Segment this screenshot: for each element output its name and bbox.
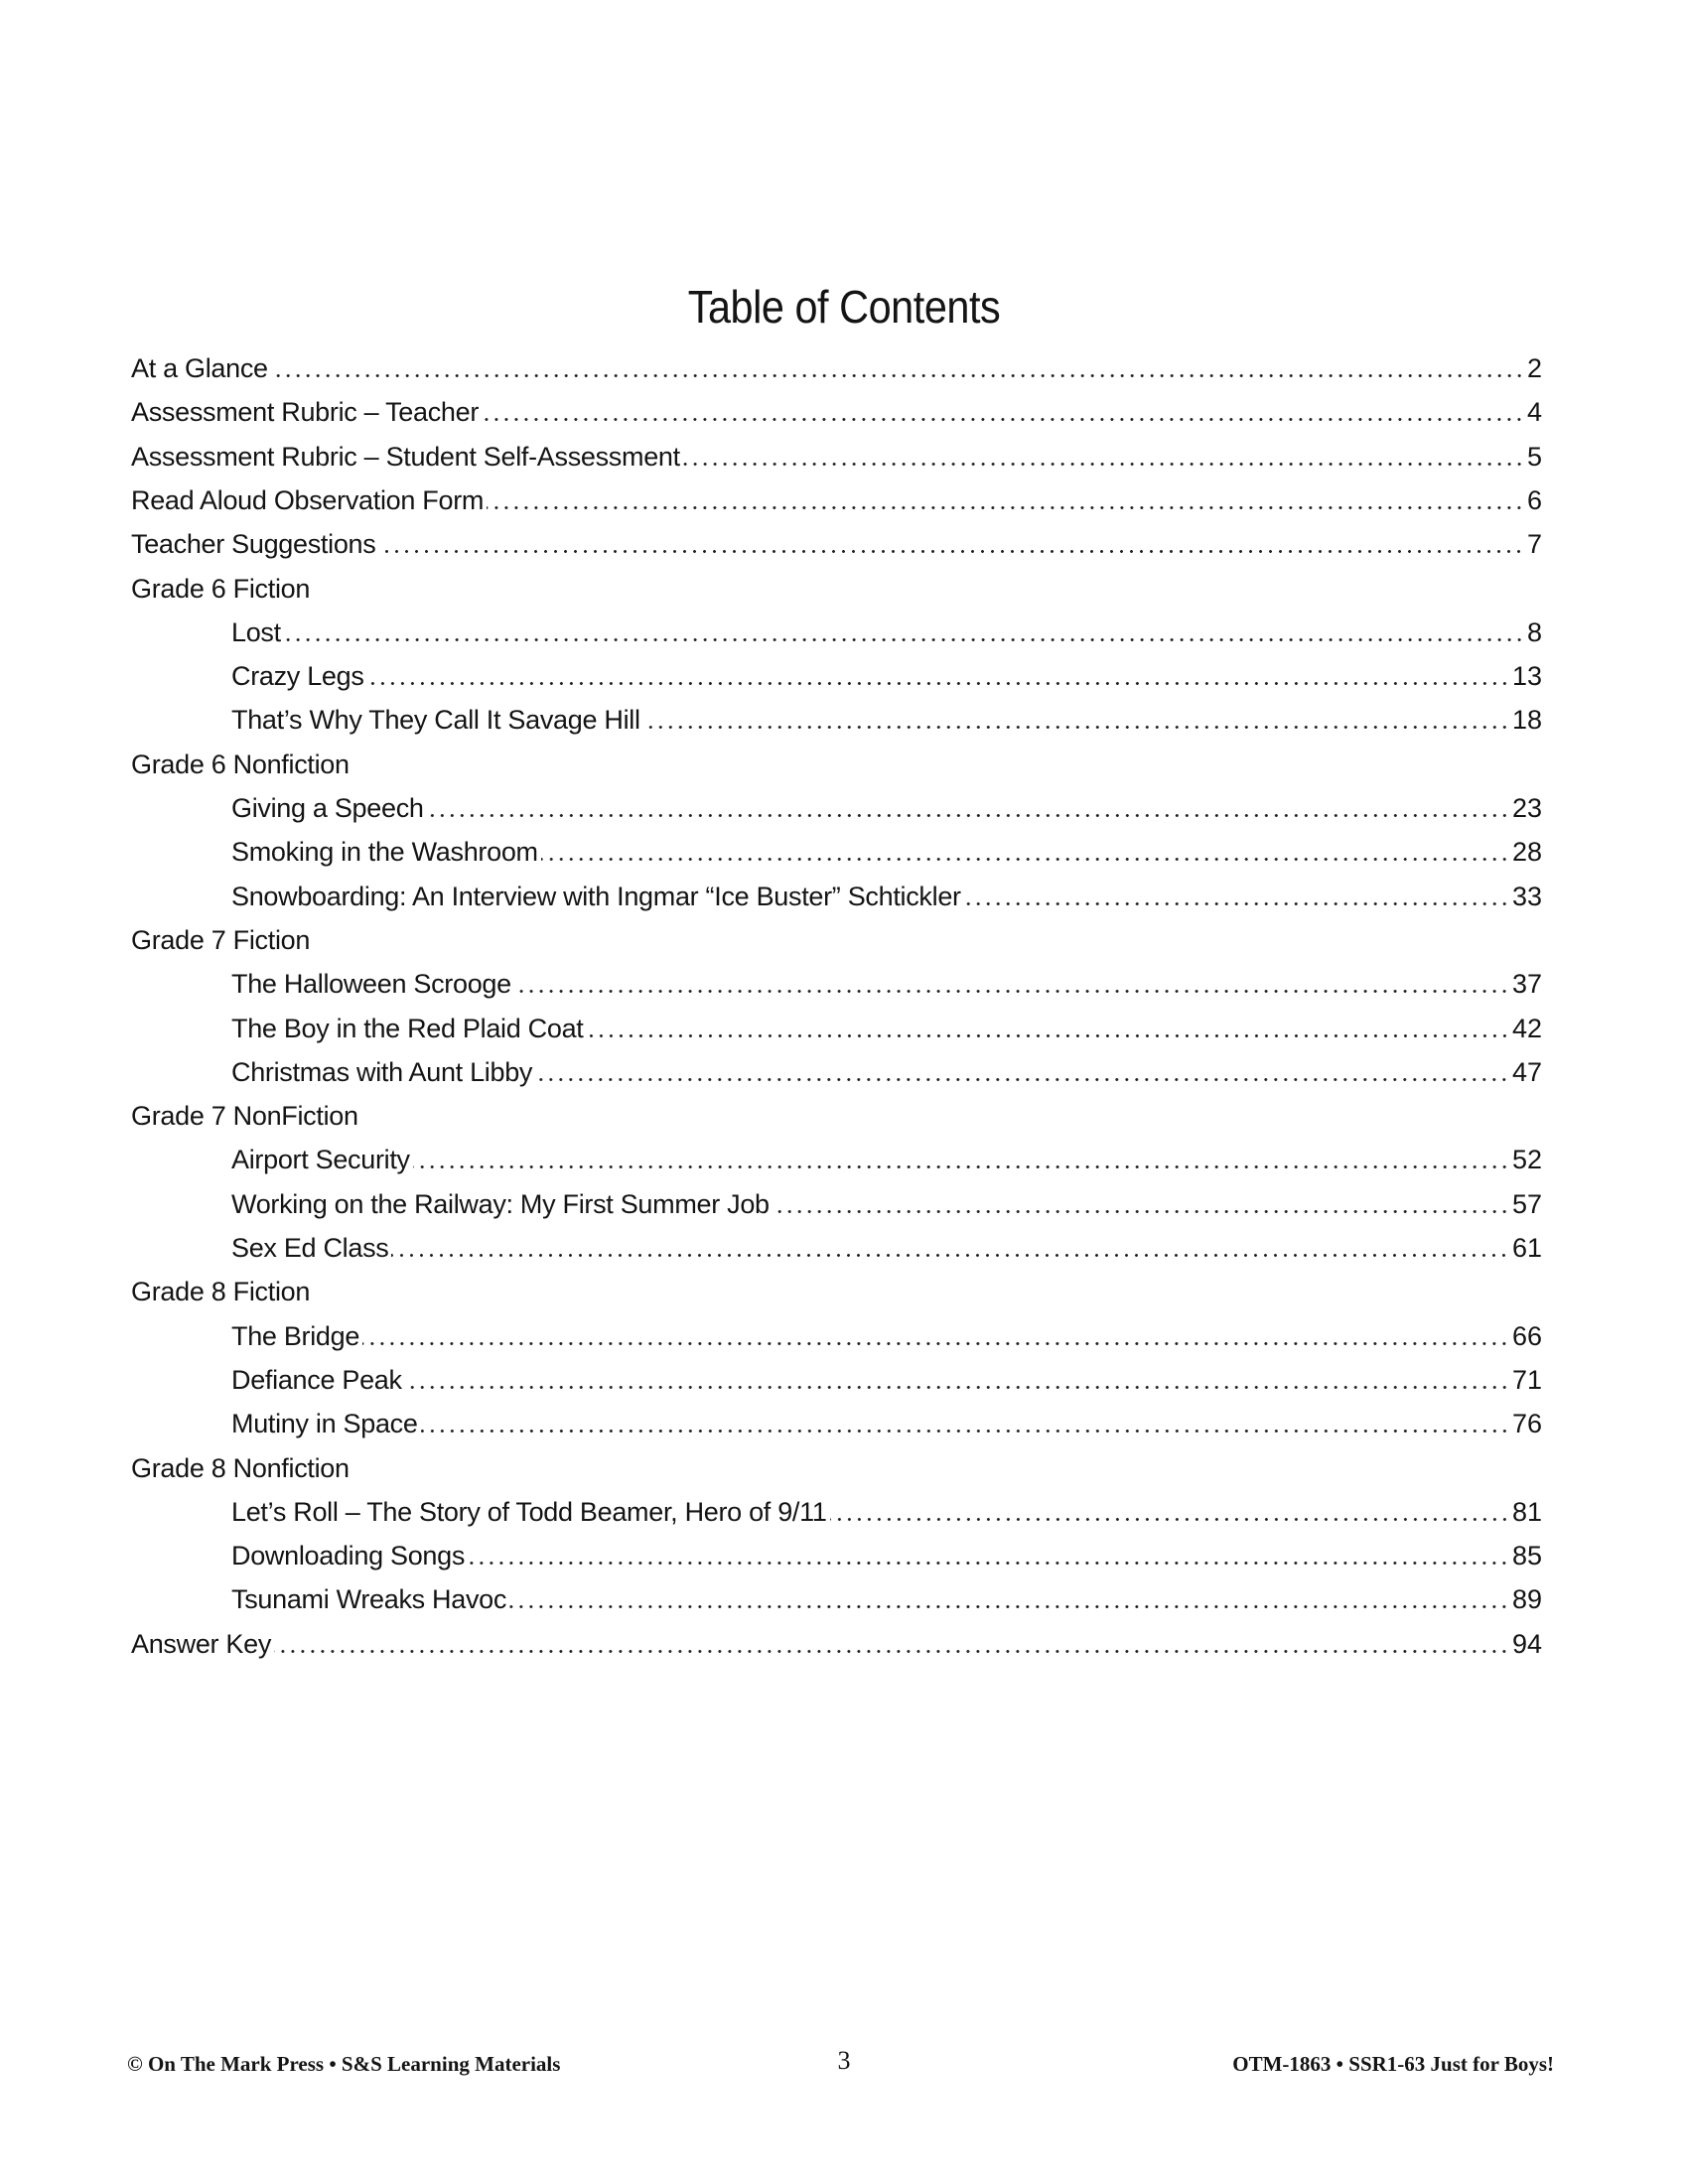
toc-entry-label: Defiance Peak — [231, 1364, 402, 1395]
dot-leader — [830, 1496, 1509, 1528]
toc-entry-sex-ed-class[interactable] — [231, 1224, 1542, 1264]
toc-entry-let-s-roll-the-story-of-todd-beamer-hero-of-9-11[interactable] — [231, 1488, 1542, 1528]
dot-leader — [683, 441, 1524, 473]
toc-entry-page-number: 76 — [1511, 1409, 1542, 1439]
toc-entry-label: Giving a Speech — [231, 793, 424, 823]
toc-entry-page-number: 94 — [1511, 1628, 1542, 1659]
toc-entry-page-number: 13 — [1511, 661, 1542, 692]
toc-entry-label: Grade 7 NonFiction — [131, 1101, 358, 1132]
toc-entry-label: Tsunami Wreaks Havoc — [231, 1584, 507, 1615]
toc-entry-snowboarding-an-interview-with-ingmar-ice-buster-schtickler[interactable] — [231, 873, 1542, 912]
toc-entry-label: Teacher Suggestions — [131, 529, 376, 560]
toc-entry-page-number: 23 — [1511, 793, 1542, 823]
toc-section-grade-8-fiction — [131, 1268, 1542, 1307]
toc-section-grade-8-nonfiction — [131, 1444, 1542, 1484]
dot-leader — [421, 1408, 1509, 1439]
toc-entry-label: Mutiny in Space — [231, 1409, 418, 1439]
toc-entry-the-bridge[interactable] — [231, 1312, 1542, 1352]
toc-entry-that-s-why-they-call-it-savage-hill[interactable] — [231, 696, 1542, 736]
toc-section-grade-6-nonfiction — [131, 741, 1542, 780]
toc-entry-label: Working on the Railway: My First Summer Job — [231, 1188, 770, 1219]
toc-entry-label: That’s Why They Call It Savage Hill — [231, 705, 640, 736]
toc-entry-lost[interactable] — [231, 609, 1542, 648]
toc-entry-working-on-the-railway-my-first-summer-job[interactable] — [231, 1180, 1542, 1220]
dot-leader — [413, 1144, 1509, 1175]
toc-entry-label: Grade 8 Fiction — [131, 1277, 311, 1307]
toc-entry-page-number: 37 — [1511, 969, 1542, 1000]
dot-leader — [482, 396, 1524, 428]
toc-entry-page-number: 6 — [1526, 484, 1542, 515]
toc-entry-the-boy-in-the-red-plaid-coat[interactable] — [231, 1005, 1542, 1044]
toc-entry-smoking-in-the-washroom[interactable] — [231, 828, 1542, 868]
toc-entry-label: Grade 8 Nonfiction — [131, 1452, 350, 1483]
dot-leader — [535, 1056, 1509, 1088]
toc-entry-page-number: 89 — [1511, 1584, 1542, 1615]
toc-entry-page-number: 57 — [1511, 1188, 1542, 1219]
toc-entry-page-number: 61 — [1511, 1233, 1542, 1263]
toc-entry-page-number: 42 — [1511, 1013, 1542, 1043]
dot-leader — [271, 352, 1524, 384]
dot-leader — [405, 1364, 1509, 1396]
toc-entry-read-aloud-observation-form[interactable] — [131, 477, 1542, 516]
dot-leader — [773, 1188, 1509, 1220]
toc-entry-label: Lost — [231, 616, 281, 647]
dot-leader — [964, 881, 1509, 912]
toc-entry-page-number: 33 — [1511, 881, 1542, 911]
toc-entry-label: The Bridge — [231, 1320, 360, 1351]
toc-section-grade-7-nonfiction — [131, 1092, 1542, 1132]
toc-entry-label: Assessment Rubric – Teacher — [131, 397, 480, 428]
toc-entry-page-number: 4 — [1526, 397, 1542, 428]
toc-entry-page-number: 7 — [1526, 529, 1542, 560]
toc-entry-label: Assessment Rubric – Student Self-Assessment — [131, 441, 680, 472]
dot-leader — [362, 1320, 1509, 1352]
footer-page-number: 3 — [837, 2046, 851, 2075]
toc-section-grade-7-fiction — [131, 916, 1542, 956]
toc-entry-page-number: 28 — [1511, 837, 1542, 868]
dot-leader — [427, 792, 1509, 824]
toc-entry-the-halloween-scrooge[interactable] — [231, 960, 1542, 1000]
footer-product-code: OTM-1863 • SSR1-63 Just for Boys! — [1232, 2052, 1554, 2076]
toc-entry-label: Crazy Legs — [231, 661, 364, 692]
dot-leader — [367, 660, 1509, 692]
footer-publisher: © On The Mark Press • S&S Learning Materials — [127, 2052, 561, 2076]
toc-entry-label: Smoking in the Washroom — [231, 837, 538, 868]
toc-entry-christmas-with-aunt-libby[interactable] — [231, 1048, 1542, 1088]
toc-entry-page-number: 8 — [1526, 616, 1542, 647]
dot-leader — [509, 1583, 1509, 1615]
toc-entry-label: Let’s Roll – The Story of Todd Beamer, Hero of 9/11 — [231, 1496, 827, 1527]
toc-entry-label: Christmas with Aunt Libby — [231, 1056, 533, 1087]
dot-leader — [468, 1540, 1509, 1571]
toc-entry-teacher-suggestions[interactable] — [131, 520, 1542, 560]
toc-entry-page-number: 18 — [1511, 705, 1542, 736]
toc-entry-crazy-legs[interactable] — [231, 652, 1542, 692]
dot-leader — [378, 528, 1524, 560]
toc-entry-page-number: 85 — [1511, 1541, 1542, 1571]
toc-entry-page-number: 66 — [1511, 1320, 1542, 1351]
toc-entry-label: Sex Ed Class — [231, 1233, 389, 1263]
toc-entry-page-number: 52 — [1511, 1145, 1542, 1175]
toc-entry-label: Grade 6 Nonfiction — [131, 749, 350, 779]
dot-leader — [274, 1628, 1509, 1660]
dot-leader — [587, 1013, 1509, 1044]
toc-entry-page-number: 81 — [1511, 1496, 1542, 1527]
toc-entry-label: At a Glance — [131, 353, 268, 383]
toc-entry-label: Downloading Songs — [231, 1541, 466, 1571]
toc-entry-page-number: 2 — [1526, 353, 1542, 383]
toc-entry-answer-key[interactable] — [131, 1620, 1542, 1660]
page-footer — [0, 2046, 1688, 2081]
toc-entry-tsunami-wreaks-havoc[interactable] — [231, 1575, 1542, 1615]
toc-entry-at-a-glance[interactable] — [131, 344, 1542, 384]
dot-leader — [514, 968, 1509, 1000]
dot-leader — [643, 704, 1509, 736]
toc-entry-label: Grade 6 Fiction — [131, 573, 311, 604]
toc-entry-defiance-peak[interactable] — [231, 1356, 1542, 1396]
dot-leader — [391, 1232, 1508, 1264]
toc-entry-label: The Halloween Scrooge — [231, 969, 511, 1000]
page-title: Table of Contents — [687, 280, 1001, 333]
toc-entry-label: Read Aloud Observation Form — [131, 484, 485, 515]
toc-entry-label: Grade 7 Fiction — [131, 924, 311, 955]
toc-entry-giving-a-speech[interactable] — [231, 784, 1542, 824]
toc-entry-page-number: 47 — [1511, 1056, 1542, 1087]
toc-entry-label: The Boy in the Red Plaid Coat — [231, 1013, 584, 1043]
toc-entry-downloading-songs[interactable] — [231, 1532, 1542, 1571]
toc-entry-label: Snowboarding: An Interview with Ingmar “Ice Buster” Schtickler — [231, 881, 961, 911]
toc-entry-label: Airport Security — [231, 1145, 410, 1175]
toc-entry-mutiny-in-space[interactable] — [231, 1400, 1542, 1439]
dot-leader — [284, 616, 1524, 648]
toc-entry-assessment-rubric-student-self-assessment[interactable] — [131, 433, 1542, 473]
toc-entry-page-number: 71 — [1511, 1364, 1542, 1395]
toc-entry-page-number: 5 — [1526, 441, 1542, 472]
toc-entry-airport-security[interactable] — [231, 1136, 1542, 1175]
toc-entry-label: Answer Key — [131, 1628, 272, 1659]
toc-entry-assessment-rubric-teacher[interactable] — [131, 388, 1542, 428]
dot-leader — [487, 484, 1524, 516]
dot-leader — [541, 836, 1509, 868]
toc-section-grade-6-fiction — [131, 565, 1542, 605]
